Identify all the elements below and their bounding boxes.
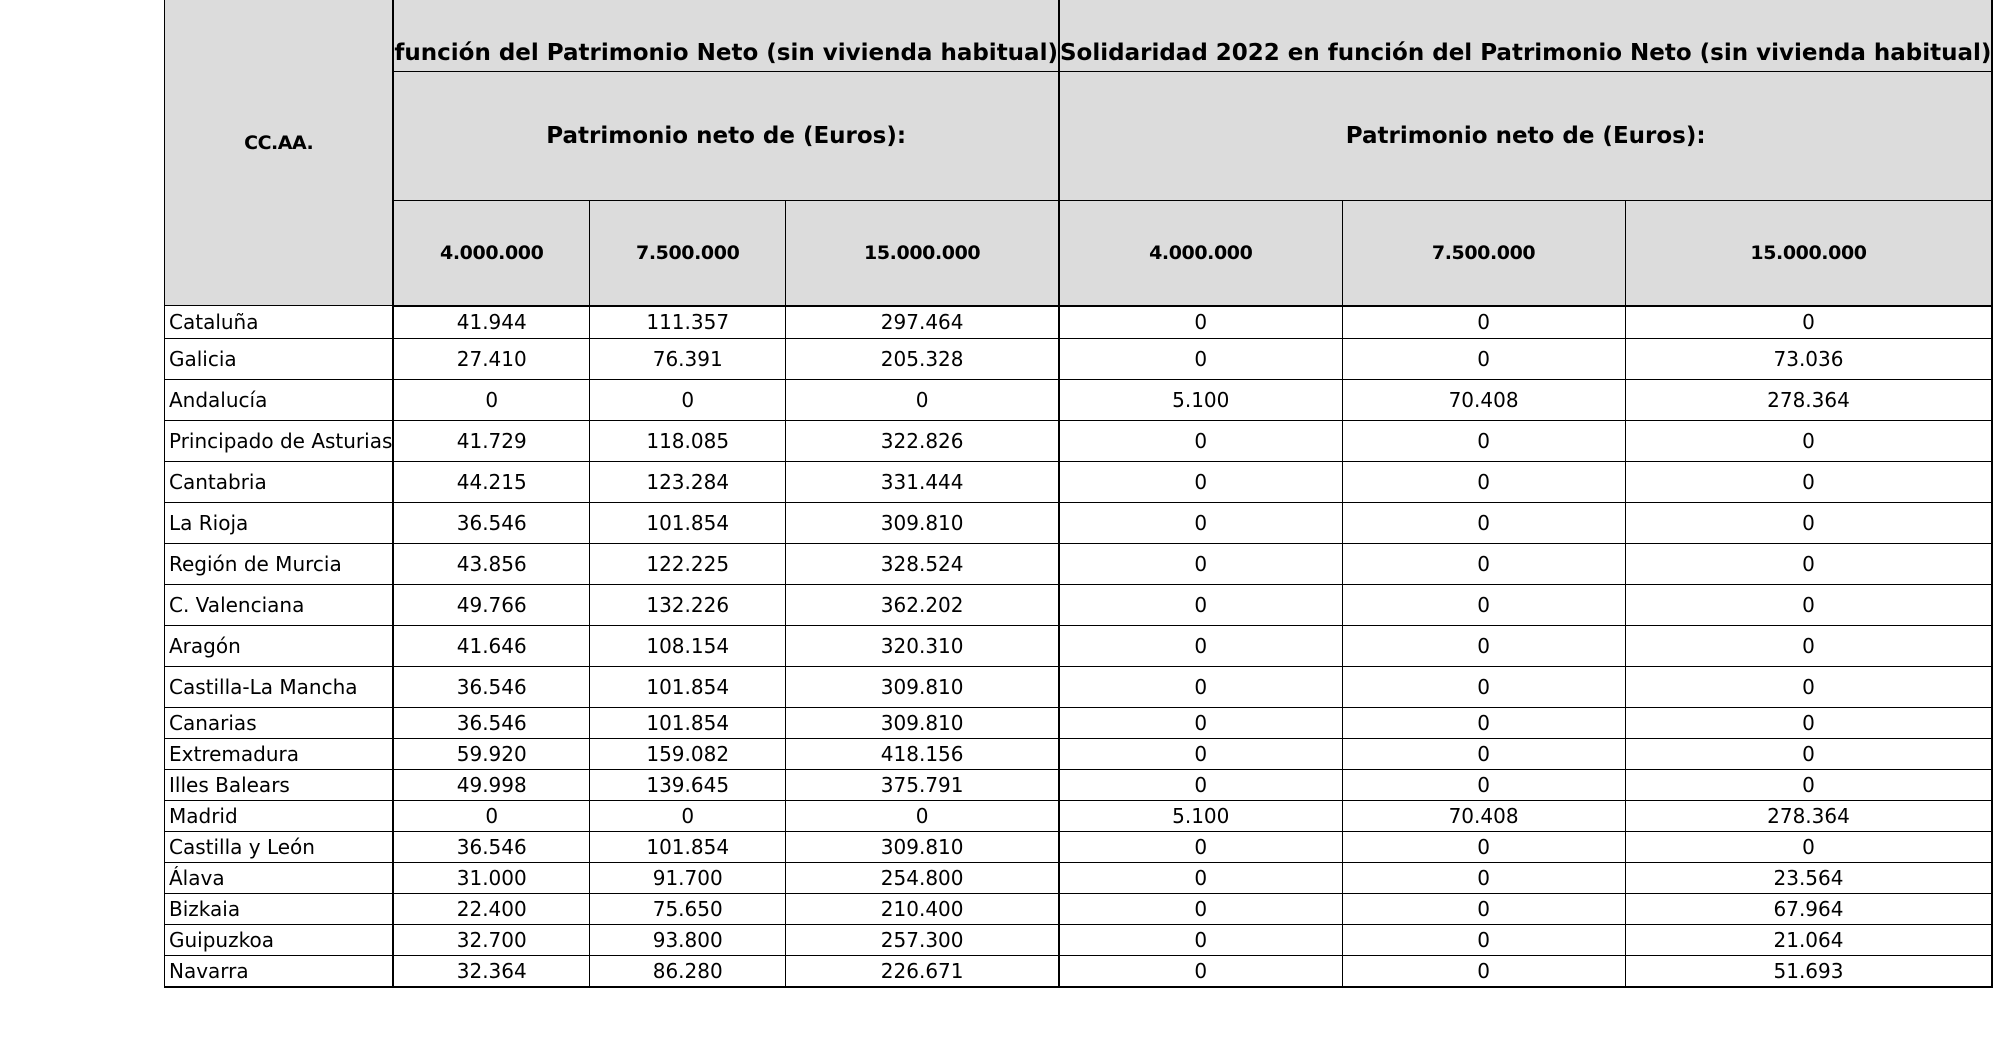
cell-value: 0 bbox=[1342, 863, 1625, 894]
cell-value: 122.225 bbox=[590, 544, 786, 585]
cell-value: 41.646 bbox=[393, 626, 589, 667]
cell-value: 59.920 bbox=[393, 739, 589, 770]
cell-value: 22.400 bbox=[393, 894, 589, 925]
cell-value: 75.650 bbox=[590, 894, 786, 925]
cell-value: 328.524 bbox=[786, 544, 1059, 585]
cell-value: 0 bbox=[1059, 894, 1342, 925]
table-header bbox=[165, 0, 1993, 306]
cell-value: 91.700 bbox=[590, 863, 786, 894]
cell-value: 0 bbox=[1625, 626, 1992, 667]
table-row bbox=[165, 925, 1993, 956]
cell-value: 0 bbox=[1059, 708, 1342, 739]
cell-value: 32.700 bbox=[393, 925, 589, 956]
ccaa-header: CC.AA. bbox=[165, 0, 394, 306]
cell-value: 0 bbox=[1342, 462, 1625, 503]
cell-value: 254.800 bbox=[786, 863, 1059, 894]
cell-value: 36.546 bbox=[393, 708, 589, 739]
cell-value: 159.082 bbox=[590, 739, 786, 770]
cell-value: 0 bbox=[1059, 626, 1342, 667]
table-row bbox=[165, 626, 1993, 667]
table-row bbox=[165, 339, 1993, 380]
cell-value: 0 bbox=[1342, 925, 1625, 956]
cell-value: 0 bbox=[1625, 585, 1992, 626]
region-name: Región de Murcia bbox=[165, 544, 394, 585]
cell-value: 0 bbox=[1625, 421, 1992, 462]
cell-value: 76.391 bbox=[590, 339, 786, 380]
cell-value: 5.100 bbox=[1059, 801, 1342, 832]
cell-value: 108.154 bbox=[590, 626, 786, 667]
region-name: Extremadura bbox=[165, 739, 394, 770]
cell-value: 27.410 bbox=[393, 339, 589, 380]
cell-value: 101.854 bbox=[590, 667, 786, 708]
region-name: Madrid bbox=[165, 801, 394, 832]
cell-value: 0 bbox=[1625, 739, 1992, 770]
cell-value: 0 bbox=[1625, 462, 1992, 503]
table-row bbox=[165, 739, 1993, 770]
cell-value: 210.400 bbox=[786, 894, 1059, 925]
cell-value: 0 bbox=[1342, 770, 1625, 801]
cell-value: 123.284 bbox=[590, 462, 786, 503]
cell-value: 0 bbox=[1059, 306, 1342, 339]
cell-value: 0 bbox=[1059, 339, 1342, 380]
cell-value: 0 bbox=[1342, 339, 1625, 380]
table-row bbox=[165, 863, 1993, 894]
cell-value: 0 bbox=[1059, 770, 1342, 801]
cell-value: 101.854 bbox=[590, 503, 786, 544]
cell-value: 0 bbox=[786, 801, 1059, 832]
col-header-g1-4m: 4.000.000 bbox=[393, 201, 589, 306]
cell-value: 0 bbox=[393, 801, 589, 832]
table-row bbox=[165, 956, 1993, 987]
table-row bbox=[165, 667, 1993, 708]
table-row bbox=[165, 306, 1993, 339]
region-name: Illes Balears bbox=[165, 770, 394, 801]
cell-value: 257.300 bbox=[786, 925, 1059, 956]
cell-value: 32.364 bbox=[393, 956, 589, 987]
cell-value: 0 bbox=[1059, 925, 1342, 956]
cell-value: 0 bbox=[1342, 708, 1625, 739]
cell-value: 0 bbox=[1059, 739, 1342, 770]
col-header-g2-7-5m: 7.500.000 bbox=[1342, 201, 1625, 306]
cell-value: 0 bbox=[1625, 544, 1992, 585]
cell-value: 67.964 bbox=[1625, 894, 1992, 925]
cell-value: 0 bbox=[1059, 832, 1342, 863]
region-name: La Rioja bbox=[165, 503, 394, 544]
cell-value: 0 bbox=[1342, 585, 1625, 626]
cell-value: 101.854 bbox=[590, 832, 786, 863]
region-name: Principado de Asturias bbox=[165, 421, 394, 462]
cell-value: 309.810 bbox=[786, 832, 1059, 863]
table-row bbox=[165, 380, 1993, 421]
group1-header: función del Patrimonio Neto (sin vivienda habitual) bbox=[393, 0, 1059, 72]
cell-value: 278.364 bbox=[1625, 801, 1992, 832]
cell-value: 44.215 bbox=[393, 462, 589, 503]
cell-value: 0 bbox=[1059, 462, 1342, 503]
table-row bbox=[165, 832, 1993, 863]
cell-value: 51.693 bbox=[1625, 956, 1992, 987]
cell-value: 0 bbox=[1625, 770, 1992, 801]
cell-value: 0 bbox=[1342, 832, 1625, 863]
cell-value: 41.944 bbox=[393, 306, 589, 339]
cell-value: 309.810 bbox=[786, 667, 1059, 708]
cell-value: 0 bbox=[1059, 585, 1342, 626]
table-body bbox=[165, 306, 1993, 987]
cell-value: 322.826 bbox=[786, 421, 1059, 462]
group2-subheader: Patrimonio neto de (Euros): bbox=[1059, 72, 1992, 201]
col-header-g1-15m: 15.000.000 bbox=[786, 201, 1059, 306]
cell-value: 0 bbox=[1059, 863, 1342, 894]
region-name: Castilla y León bbox=[165, 832, 394, 863]
table-row bbox=[165, 585, 1993, 626]
patrimonio-table bbox=[164, 0, 1993, 988]
cell-value: 0 bbox=[1342, 421, 1625, 462]
table-row bbox=[165, 801, 1993, 832]
region-name: Bizkaia bbox=[165, 894, 394, 925]
cell-value: 375.791 bbox=[786, 770, 1059, 801]
region-name: Canarias bbox=[165, 708, 394, 739]
cell-value: 0 bbox=[1342, 667, 1625, 708]
cell-value: 331.444 bbox=[786, 462, 1059, 503]
cell-value: 0 bbox=[1342, 306, 1625, 339]
table-row bbox=[165, 544, 1993, 585]
cell-value: 0 bbox=[1342, 894, 1625, 925]
cell-value: 118.085 bbox=[590, 421, 786, 462]
cell-value: 226.671 bbox=[786, 956, 1059, 987]
cell-value: 111.357 bbox=[590, 306, 786, 339]
cell-value: 70.408 bbox=[1342, 801, 1625, 832]
table-row bbox=[165, 462, 1993, 503]
cell-value: 0 bbox=[1059, 667, 1342, 708]
cell-value: 0 bbox=[1342, 626, 1625, 667]
region-name: Galicia bbox=[165, 339, 394, 380]
table-row bbox=[165, 770, 1993, 801]
cell-value: 362.202 bbox=[786, 585, 1059, 626]
cell-value: 0 bbox=[1625, 503, 1992, 544]
cell-value: 0 bbox=[1625, 708, 1992, 739]
cell-value: 139.645 bbox=[590, 770, 786, 801]
region-name: Aragón bbox=[165, 626, 394, 667]
cell-value: 0 bbox=[1342, 956, 1625, 987]
cell-value: 320.310 bbox=[786, 626, 1059, 667]
cell-value: 31.000 bbox=[393, 863, 589, 894]
group2-header: Solidaridad 2022 en función del Patrimonio Neto (sin vivienda habitual) bbox=[1059, 0, 1992, 72]
cell-value: 49.766 bbox=[393, 585, 589, 626]
col-header-g1-7-5m: 7.500.000 bbox=[590, 201, 786, 306]
cell-value: 0 bbox=[1625, 667, 1992, 708]
col-header-g2-4m: 4.000.000 bbox=[1059, 201, 1342, 306]
cell-value: 73.036 bbox=[1625, 339, 1992, 380]
cell-value: 0 bbox=[1059, 503, 1342, 544]
region-name: C. Valenciana bbox=[165, 585, 394, 626]
table-row bbox=[165, 421, 1993, 462]
cell-value: 205.328 bbox=[786, 339, 1059, 380]
cell-value: 5.100 bbox=[1059, 380, 1342, 421]
table-row bbox=[165, 503, 1993, 544]
cell-value: 278.364 bbox=[1625, 380, 1992, 421]
cell-value: 0 bbox=[590, 380, 786, 421]
cell-value: 41.729 bbox=[393, 421, 589, 462]
cell-value: 0 bbox=[1059, 544, 1342, 585]
col-header-g2-15m: 15.000.000 bbox=[1625, 201, 1992, 306]
cell-value: 36.546 bbox=[393, 667, 589, 708]
region-name: Castilla-La Mancha bbox=[165, 667, 394, 708]
cell-value: 0 bbox=[1625, 832, 1992, 863]
cell-value: 70.408 bbox=[1342, 380, 1625, 421]
region-name: Cataluña bbox=[165, 306, 394, 339]
cell-value: 36.546 bbox=[393, 503, 589, 544]
region-name: Álava bbox=[165, 863, 394, 894]
cell-value: 309.810 bbox=[786, 708, 1059, 739]
cell-value: 86.280 bbox=[590, 956, 786, 987]
cell-value: 0 bbox=[1342, 544, 1625, 585]
table-row bbox=[165, 708, 1993, 739]
cell-value: 0 bbox=[1342, 503, 1625, 544]
cell-value: 418.156 bbox=[786, 739, 1059, 770]
region-name: Andalucía bbox=[165, 380, 394, 421]
cell-value: 0 bbox=[1625, 306, 1992, 339]
cell-value: 132.226 bbox=[590, 585, 786, 626]
region-name: Cantabria bbox=[165, 462, 394, 503]
cell-value: 0 bbox=[786, 380, 1059, 421]
group1-subheader: Patrimonio neto de (Euros): bbox=[393, 72, 1059, 201]
cell-value: 0 bbox=[393, 380, 589, 421]
cell-value: 0 bbox=[590, 801, 786, 832]
region-name: Navarra bbox=[165, 956, 394, 987]
cell-value: 93.800 bbox=[590, 925, 786, 956]
cell-value: 0 bbox=[1342, 739, 1625, 770]
cell-value: 309.810 bbox=[786, 503, 1059, 544]
cell-value: 0 bbox=[1059, 956, 1342, 987]
cell-value: 36.546 bbox=[393, 832, 589, 863]
cell-value: 101.854 bbox=[590, 708, 786, 739]
cell-value: 43.856 bbox=[393, 544, 589, 585]
region-name: Guipuzkoa bbox=[165, 925, 394, 956]
cell-value: 0 bbox=[1059, 421, 1342, 462]
cell-value: 21.064 bbox=[1625, 925, 1992, 956]
cell-value: 23.564 bbox=[1625, 863, 1992, 894]
table-row bbox=[165, 894, 1993, 925]
cell-value: 297.464 bbox=[786, 306, 1059, 339]
cell-value: 49.998 bbox=[393, 770, 589, 801]
